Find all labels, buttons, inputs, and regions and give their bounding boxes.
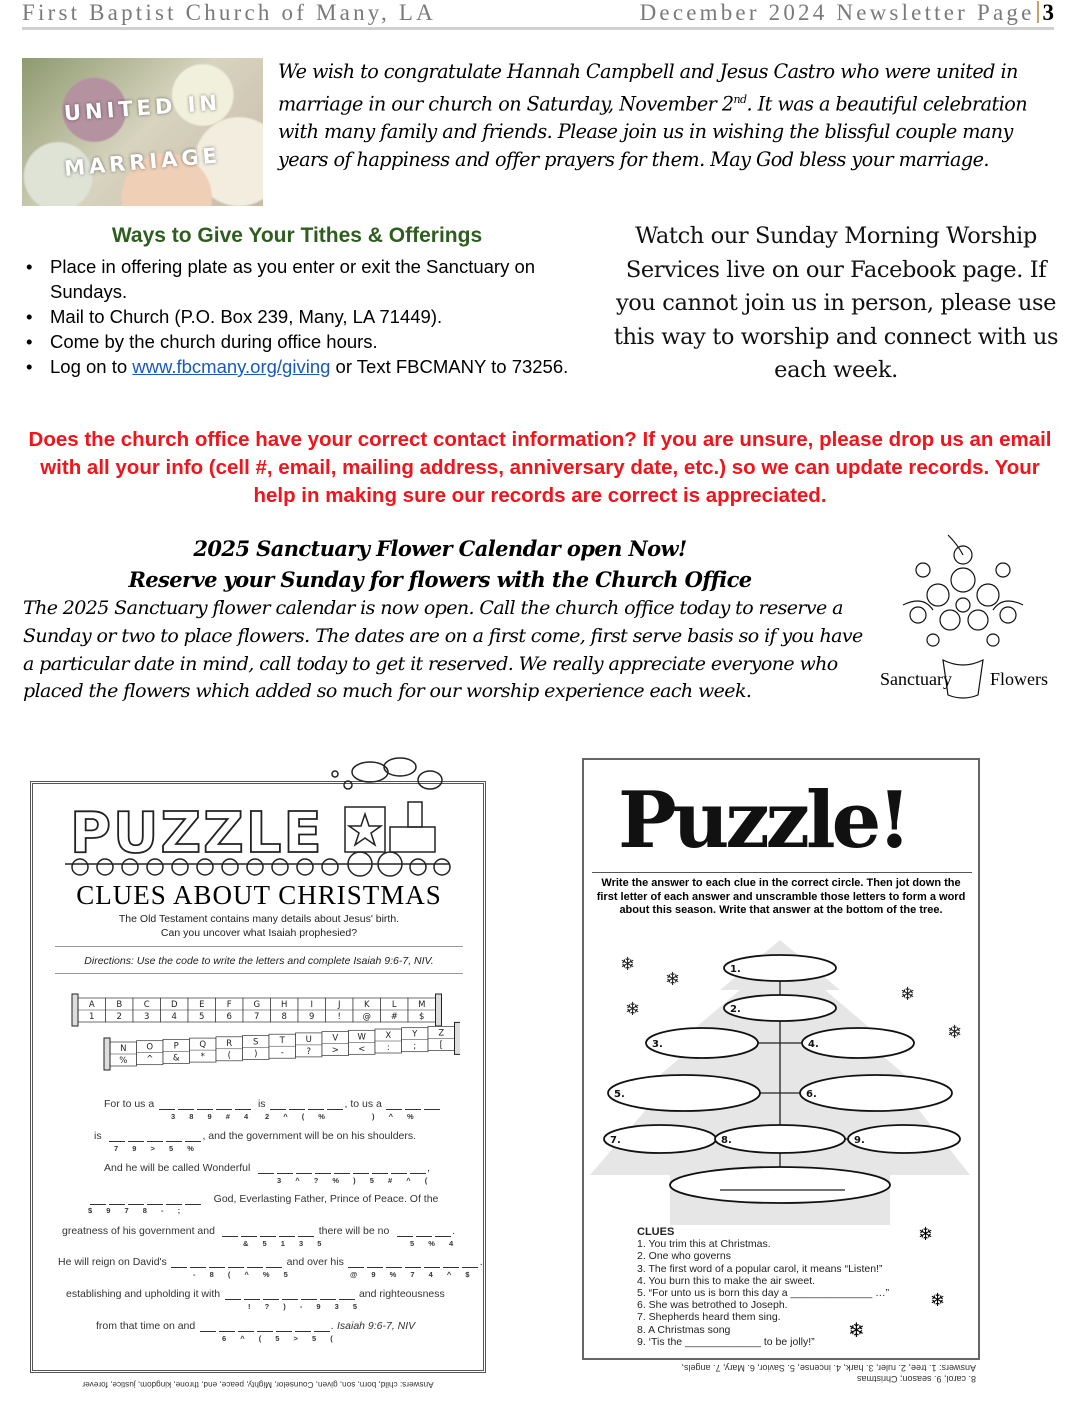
- cipher-code: !: [337, 1012, 341, 1022]
- wedding-sup: nd: [733, 92, 747, 106]
- giving-item: • Come by the church during office hours.: [26, 329, 586, 354]
- cipher-letter: H: [281, 1000, 288, 1010]
- cipher-letter: P: [173, 1041, 179, 1052]
- blank[interactable]: [171, 1267, 187, 1268]
- blank[interactable]: [424, 1109, 440, 1110]
- cipher-letter: Q: [199, 1040, 207, 1051]
- blank[interactable]: [244, 1299, 260, 1300]
- giving-item-suffix: or Text FBCMANY to 73256.: [330, 356, 569, 377]
- cipher-letter: W: [357, 1032, 366, 1043]
- verse-line-8: [96, 1320, 415, 1332]
- answers-line2: 8. carol, 9. season; Christmas: [856, 1374, 976, 1384]
- puzzle-subtitle-line1: The Old Testament contains many details about Jesus' birth.: [118, 913, 400, 925]
- answer-circle-9: [848, 1125, 960, 1153]
- cipher-code: $: [419, 1012, 425, 1022]
- blank[interactable]: [367, 1267, 383, 1268]
- answer-circle-8: [715, 1125, 845, 1153]
- cipher-code: %: [119, 1056, 128, 1066]
- snowflake-icon: ❄: [620, 954, 636, 975]
- flower-title-line1: 2025 Sanctuary Flower Calendar open Now!: [193, 536, 687, 561]
- wedding-text-b: . It was a beautiful celebration with many family and friends. Please join us in wishing the blissful couple many years of happiness and offer prayers for them. May God bless your marriage.: [278, 92, 1028, 171]
- blank[interactable]: [260, 1236, 276, 1237]
- cipher-code: 5: [199, 1012, 205, 1022]
- blank[interactable]: [109, 1141, 125, 1142]
- cipher-code: 8: [281, 1012, 287, 1022]
- snowflake-icon: ❄: [930, 1290, 946, 1310]
- cipher-code: *: [200, 1052, 205, 1063]
- verse-line-4: [88, 1193, 438, 1205]
- giving-link[interactable]: www.fbcmany.org/giving: [132, 356, 331, 377]
- cipher-letter: S: [253, 1037, 259, 1048]
- giving-title: Ways to Give Your Tithes & Offerings: [111, 224, 483, 247]
- code-hint: 3 8 9 # 4: [171, 1112, 255, 1121]
- verse-line-1: [104, 1098, 442, 1110]
- answer-circle-7: [604, 1125, 716, 1153]
- blank[interactable]: [372, 1173, 388, 1174]
- giving-item-prefix: Log on to: [50, 356, 133, 377]
- cipher-letter: U: [305, 1034, 312, 1045]
- code-hint: 2 ^ ( %: [265, 1112, 331, 1121]
- cipher-code: 1: [89, 1012, 95, 1022]
- blank[interactable]: [462, 1267, 478, 1268]
- blank[interactable]: [238, 1331, 254, 1332]
- cipher-code: 4: [171, 1012, 177, 1022]
- blank[interactable]: [277, 1173, 293, 1174]
- clue-item: 6. She was betrothed to Joseph.: [637, 1299, 788, 1312]
- puzzle-answers-upside-down: Answers: child, born, son, given, Counselor, Mighty, peace, end, throne, kingdom, justice, forever: [82, 1380, 434, 1389]
- cipher-letter: Z: [438, 1028, 445, 1039]
- cipher-letter: Y: [412, 1029, 418, 1040]
- blank[interactable]: [128, 1204, 144, 1205]
- cipher-letter: O: [146, 1042, 154, 1053]
- clues-heading: CLUES: [637, 1226, 675, 1238]
- puzzle-subtitle: [36, 912, 482, 940]
- circle-label: 5.: [614, 1089, 625, 1100]
- verse-text: there will be no: [318, 1225, 390, 1237]
- final-answer-circle: [670, 1167, 890, 1203]
- cipher-letter: D: [170, 1000, 178, 1010]
- christmas-tree-diagram: [590, 935, 972, 1225]
- divider: [592, 872, 972, 873]
- answer-circle-4: [802, 1028, 914, 1058]
- verse-text: from that time on and: [96, 1320, 196, 1332]
- verse-text: , and the government will be on his shoulders.: [202, 1130, 417, 1142]
- blank[interactable]: [228, 1267, 244, 1268]
- circle-label: 8.: [721, 1135, 732, 1146]
- newsletter-info: [640, 0, 1054, 26]
- blank[interactable]: [353, 1173, 369, 1174]
- circle-label: 1.: [730, 964, 741, 975]
- blank[interactable]: [258, 1173, 274, 1174]
- flowers-caption-left: Sanctuary: [880, 669, 952, 689]
- header-divider: [1037, 1, 1039, 23]
- clue-item: 3. The first word of a popular carol, it means “Listen!”: [637, 1262, 883, 1275]
- watch-online-notice: Watch our Sunday Morning Worship Services live on our Facebook page. If you cannot join us in person, please use this way to worship and connect with us each week.: [613, 223, 1059, 384]
- divider: [55, 946, 463, 947]
- blank[interactable]: [263, 1299, 279, 1300]
- cipher-code: 9: [309, 1012, 315, 1022]
- cipher-code: :: [386, 1043, 390, 1053]
- cipher-letter: X: [385, 1031, 392, 1041]
- cipher-letter: M: [418, 1000, 426, 1010]
- cipher-letter: E: [199, 1000, 205, 1010]
- blank[interactable]: [279, 1236, 295, 1237]
- verse-text: For to us a: [104, 1098, 155, 1110]
- snowflake-icon: ❄: [900, 984, 916, 1005]
- blank[interactable]: [90, 1204, 106, 1205]
- code-hint: ) ^ %: [372, 1112, 420, 1121]
- blank[interactable]: [405, 1267, 421, 1268]
- blank[interactable]: [178, 1109, 194, 1110]
- contact-info-notice: Does the church office have your correct contact information? If you are unsure, please drop us an email with all your info (cell #, email, mailing address, anniversary date, etc.) so we can update records. Your help in making sure our records are correct is appreciated.: [28, 428, 1052, 507]
- snowflake-icon: ❄: [947, 1022, 963, 1043]
- verse-text: God, Everlasting Father, Prince of Peace. Of the: [213, 1193, 439, 1205]
- code-hint: 3 ^ ? % ) 5 # ^ (: [277, 1176, 434, 1185]
- blank[interactable]: [386, 1109, 402, 1110]
- cipher-letter: G: [253, 1000, 261, 1010]
- blank[interactable]: [147, 1204, 163, 1205]
- clue-item: 4. You burn this to make the air sweet.: [637, 1274, 816, 1287]
- cipher-code: ^: [146, 1054, 154, 1065]
- snowflake-icon: ❄: [625, 999, 641, 1020]
- giving-item: [26, 354, 586, 379]
- flower-title-line2: Reserve your Sunday for flowers with the Church Office: [128, 567, 752, 592]
- cipher-letter: V: [332, 1033, 339, 1044]
- tree-puzzle-instructions: Write the answer to each clue in the correct circle. Then jot down the first letter of each answer and unscramble those letters to form a word about this season. Write that answer at the bottom of the tree.: [596, 877, 966, 916]
- blank[interactable]: [185, 1204, 201, 1205]
- blank[interactable]: [209, 1267, 225, 1268]
- blank[interactable]: [327, 1109, 343, 1110]
- cipher-code: #: [390, 1012, 398, 1022]
- blank[interactable]: [289, 1109, 305, 1110]
- cipher-row-n-z: [104, 1022, 460, 1070]
- blank[interactable]: [219, 1331, 235, 1332]
- clue-item: 8. A Christmas song: [637, 1323, 731, 1336]
- cipher-code: 3: [144, 1012, 150, 1022]
- scroll-end: [455, 1022, 461, 1054]
- blank[interactable]: [109, 1204, 125, 1205]
- verse-text: is: [257, 1098, 266, 1110]
- blank[interactable]: [147, 1141, 163, 1142]
- code-hint: 5 % 4: [410, 1239, 460, 1248]
- sanctuary-flowers-illustration: [878, 520, 1048, 710]
- blank[interactable]: [266, 1267, 282, 1268]
- clue-item: 1. You trim this at Christmas.: [637, 1238, 771, 1251]
- cipher-code: 2: [116, 1012, 122, 1022]
- answer-circle-5: [608, 1075, 760, 1111]
- blank[interactable]: [416, 1236, 432, 1237]
- cipher-code: 6: [226, 1012, 232, 1022]
- blank[interactable]: [216, 1109, 232, 1110]
- circle-label: 7.: [610, 1135, 621, 1146]
- cipher-letter: A: [88, 1000, 95, 1010]
- blank[interactable]: [296, 1173, 312, 1174]
- blank[interactable]: [386, 1267, 402, 1268]
- cipher-letter: N: [120, 1044, 127, 1054]
- puzzle-title: CLUES ABOUT CHRISTMAS: [76, 880, 442, 910]
- puzzle-directions: Directions: Use the code to write the letters and complete Isaiah 9:6-7, NIV.: [84, 955, 434, 967]
- verse-text: greatness of his government and: [62, 1225, 215, 1237]
- code-hint: ! ? ) - 9 3 5: [248, 1302, 364, 1311]
- blank[interactable]: [200, 1331, 216, 1332]
- cipher-code: 7: [254, 1012, 260, 1022]
- blank[interactable]: [339, 1299, 355, 1300]
- code-hint: 6 ^ ( 5 > 5 (: [222, 1334, 339, 1343]
- page-header: [22, 0, 1054, 30]
- blank[interactable]: [435, 1236, 451, 1237]
- blank[interactable]: [320, 1299, 336, 1300]
- divider: [55, 973, 463, 974]
- puzzle-train-banner: [50, 752, 470, 882]
- cipher-code: ;: [413, 1041, 417, 1052]
- scroll-end: [72, 994, 78, 1026]
- cipher-code: ?: [306, 1046, 312, 1057]
- verse-line-5: greatness of his government and there will be no .: [62, 1225, 456, 1237]
- cipher-code: [: [439, 1040, 443, 1051]
- circle-label: 2.: [730, 1004, 741, 1015]
- scroll-end: [104, 1038, 110, 1070]
- blank[interactable]: [298, 1236, 314, 1237]
- photo-caption-line1: UNITED IN: [63, 90, 222, 126]
- blank[interactable]: [159, 1109, 175, 1110]
- cipher-letter: F: [226, 1000, 232, 1010]
- blank[interactable]: [391, 1173, 407, 1174]
- puzzle-logo: [618, 775, 948, 860]
- cipher-code: <: [358, 1044, 366, 1055]
- circle-label: 9.: [854, 1135, 865, 1146]
- page-number: 3: [1042, 0, 1054, 25]
- wedding-photo: [22, 58, 263, 206]
- verse-text: and over his: [286, 1256, 344, 1268]
- verse-line-2: [94, 1130, 416, 1142]
- tree-puzzle-answers-upside-down: [590, 1362, 982, 1384]
- blank[interactable]: [443, 1267, 459, 1268]
- clue-item: 5. “For unto us is born this day a ______________ …”: [637, 1287, 890, 1300]
- puzzle-banner-text: PUZZLE: [70, 801, 324, 866]
- blank[interactable]: [197, 1109, 213, 1110]
- wedding-text-a: We wish to congratulate Hannah Campbell and Jesus Castro who were united in marriage in our church on Saturday, November 2: [278, 60, 1018, 116]
- blank[interactable]: [334, 1173, 350, 1174]
- snowflake-icon: ❄: [918, 1224, 934, 1244]
- cipher-letter: K: [363, 1000, 370, 1010]
- puzzle-subtitle-line2: Can you uncover what Isaiah prophesied?: [160, 927, 358, 939]
- giving-item: • Mail to Church (P.O. Box 239, Many, LA 71449).: [26, 304, 586, 329]
- cipher-letter: T: [279, 1036, 285, 1047]
- blank[interactable]: [405, 1109, 421, 1110]
- code-hint: & 5 1 3 5: [243, 1239, 328, 1248]
- verse-text: He will reign on David's: [58, 1256, 167, 1268]
- circle-label: 3.: [652, 1039, 663, 1050]
- blank[interactable]: [410, 1173, 426, 1174]
- code-hint: 7 9 > 5 %: [114, 1144, 200, 1153]
- photo-caption-line2: MARRIAGE: [63, 143, 222, 181]
- verse-citation: . Isaiah 9:6-7, NIV: [331, 1320, 416, 1332]
- blank[interactable]: [247, 1267, 263, 1268]
- verse-line-7: [66, 1288, 445, 1300]
- cipher-letter: R: [226, 1038, 233, 1049]
- blank[interactable]: [222, 1236, 238, 1237]
- blank[interactable]: [314, 1331, 330, 1332]
- cipher-code-scroll: [60, 990, 460, 1080]
- giving-list: [26, 254, 586, 379]
- flowers-caption-right: Flowers: [990, 669, 1048, 689]
- blank[interactable]: [276, 1331, 292, 1332]
- cipher-code: @: [362, 1012, 371, 1022]
- cipher-code: >: [331, 1045, 339, 1056]
- blank[interactable]: [282, 1299, 298, 1300]
- blank[interactable]: [185, 1141, 201, 1142]
- verse-text: , to us a: [344, 1098, 382, 1110]
- blank[interactable]: [190, 1267, 206, 1268]
- blank[interactable]: [241, 1236, 257, 1237]
- newsletter-title: December 2024 Newsletter Page: [639, 0, 1035, 25]
- cipher-letter: I: [310, 1000, 314, 1010]
- answers-line1: Answers: 1. tree, 2. ruler, 3. hark, 4. incense, 5. Savior, 6. Mary, 7. angels,: [681, 1363, 976, 1373]
- church-name: First Baptist Church of Many, LA: [22, 0, 436, 25]
- blank[interactable]: [397, 1236, 413, 1237]
- flower-calendar-body: The 2025 Sanctuary flower calendar is now open. Call the church office today to reserve a Sunday or two to place flowers. The dates are on a first come, first serve basis so if you have a particular date in mind, call today to get it reserved. We really appreciate everyone who placed the flowers which added so much for our worship experience each week.: [23, 597, 863, 703]
- blank[interactable]: [301, 1299, 317, 1300]
- blank[interactable]: [257, 1331, 273, 1332]
- answer-circle-2: [724, 995, 836, 1021]
- cipher-letter: J: [337, 1000, 341, 1010]
- verse-text: establishing and upholding it with: [66, 1288, 221, 1300]
- wedding-announcement: [278, 58, 1058, 174]
- cipher-code: ): [254, 1049, 258, 1060]
- code-hint: - 8 ( ^ % 5: [193, 1270, 294, 1279]
- verse-line-6: He will reign on David's and over his .: [58, 1256, 483, 1268]
- answer-circle-6: [800, 1075, 952, 1111]
- giving-item: • Place in offering plate as you enter or exit the Sanctuary on Sundays.: [26, 254, 586, 304]
- answer-circle-1: [724, 955, 836, 981]
- cipher-code: (: [227, 1050, 231, 1061]
- verse-text: and righteousness: [358, 1288, 445, 1300]
- blank[interactable]: [166, 1141, 182, 1142]
- cipher-letter: B: [116, 1000, 123, 1010]
- code-hint: @ 9 % 7 4 ^ $: [350, 1270, 476, 1279]
- code-hint: $ 9 7 8 - ;: [88, 1206, 187, 1215]
- blank[interactable]: [348, 1267, 364, 1268]
- cipher-letter: C: [143, 1000, 150, 1010]
- cipher-letter: L: [391, 1000, 397, 1010]
- clue-item: 9. ‘Tis the _____________ to be jolly!”: [637, 1335, 815, 1348]
- blank[interactable]: [424, 1267, 440, 1268]
- circle-label: 6.: [806, 1089, 817, 1100]
- blank[interactable]: [128, 1141, 144, 1142]
- verse-text: And he will be called Wonderful: [104, 1162, 251, 1174]
- cipher-row-a-m: [72, 994, 442, 1026]
- blank[interactable]: [166, 1204, 182, 1205]
- cipher-code: &: [172, 1053, 180, 1064]
- snowflake-icon: ❄: [848, 1320, 865, 1342]
- cipher-code: -: [280, 1048, 284, 1059]
- clue-item: 7. Shepherds heard them sing.: [637, 1311, 781, 1324]
- blank[interactable]: [295, 1331, 311, 1332]
- circle-label: 4.: [808, 1039, 819, 1050]
- flower-calendar-title: [40, 533, 840, 595]
- train-smoke-icon: [332, 758, 442, 789]
- blank[interactable]: [315, 1173, 331, 1174]
- blank[interactable]: [225, 1299, 241, 1300]
- puzzle-logo-text: Puzzle!: [618, 775, 908, 860]
- scroll-end: [436, 994, 442, 1026]
- snowflake-icon: ❄: [665, 969, 681, 990]
- verse-text: is: [94, 1130, 102, 1142]
- verse-line-3: And he will be called Wonderful ,: [104, 1162, 431, 1174]
- blank[interactable]: [308, 1109, 324, 1110]
- blank[interactable]: [235, 1109, 251, 1110]
- answer-circle-3: [646, 1028, 758, 1058]
- clue-item: 2. One who governs: [637, 1250, 731, 1263]
- blank[interactable]: [270, 1109, 286, 1110]
